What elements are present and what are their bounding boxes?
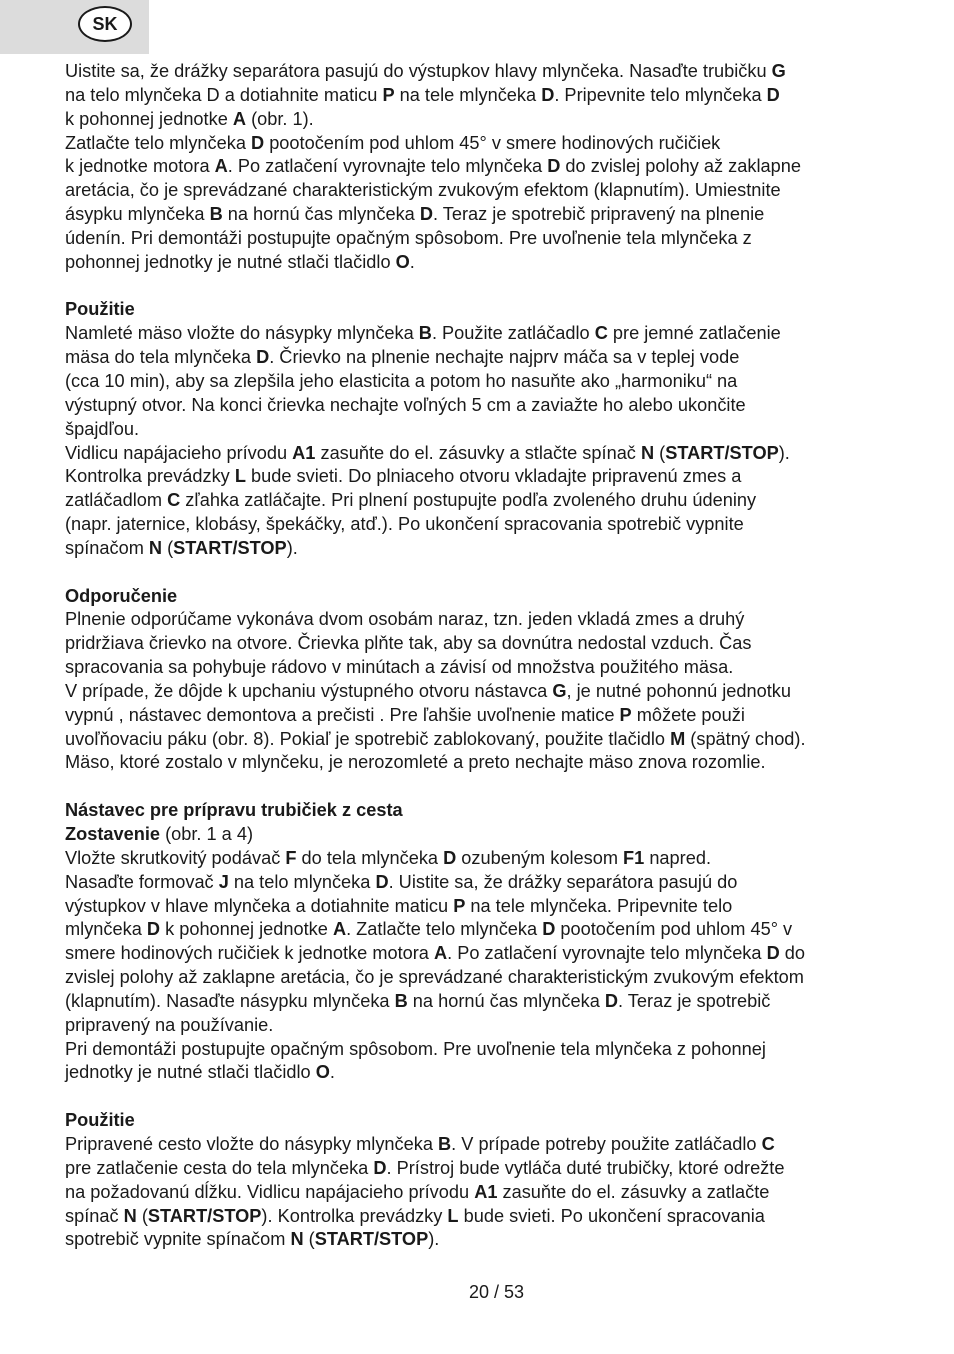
bold-text: D [443,847,457,868]
text-run: mlynčeka [65,919,147,940]
text-run: . Po zatlačení vyrovnajte telo mlynčeka [227,156,548,177]
text-run: pre zatlačenie cesta do tela mlynčeka [65,1157,374,1178]
text-run: mäsa do tela mlynčeka [65,347,257,368]
bold-text: START/STOP [173,537,287,558]
text-run: na tele mlynčeka. Pripevnite telo [465,895,733,916]
section-heading: Nástavec pre prípravu trubičiek z cesta [65,800,403,821]
text-run: Plnenie odporúčame vykonáva dvom osobám naraz, tzn. jeden vkladá zmes a druhý [65,609,745,630]
text-run: . V prípade potreby použite zatláčadlo [451,1133,762,1154]
text-run: na hornú čas mlynčeka [407,990,605,1011]
bold-text: D [373,1157,387,1178]
text-run: , je nutné pohonnú jednotku [566,680,792,701]
section-heading: Použitie [65,1110,135,1131]
bold-text: B [209,204,223,225]
text-run: ). [428,1229,440,1250]
bold-text: J [218,871,229,892]
text-run: Nasaďte formovač [65,871,219,892]
text-run: bude svieti. Po ukončení spracovania [458,1205,765,1226]
text-run: pootočením pod uhlom 45° v smere hodinových ručičiek [264,132,721,153]
bold-text: D [256,347,270,368]
bold-text: A [433,943,448,964]
text-run: údenín. Pri demontáži postupujte opačným spôsobom. Pre uvoľnenie tela mlynčeka z [65,227,752,248]
text-run: ( [654,442,666,463]
bold-text: D [375,871,389,892]
bold-text: D [766,84,780,105]
text-run: . Črievko na plnenie nechajte najprv máča sa v teplej vode [269,347,740,368]
bold-text: A [332,919,347,940]
paragraph [65,823,910,847]
bold-text: START/STOP [147,1205,262,1226]
text-run: Pri demontáži postupujte opačným spôsobom. Pre uvoľnenie tela mlynčeka z pohonnej [65,1038,766,1059]
text-run: Zatlačte telo mlynčeka [65,132,251,153]
text-run: Kontrolka prevádzky [65,466,235,487]
paragraph-gap [65,775,910,799]
bold-text: D [251,132,265,153]
bold-text: F1 [623,847,645,868]
text-run: zasuňte do el. zásuvky a zatlačte [497,1181,770,1202]
text-run: špajdľou. [65,418,140,439]
paragraph [65,680,910,775]
text-run: napred. [644,847,712,868]
bold-text: C [167,490,181,511]
text-run: . Teraz je spotrebič [618,990,771,1011]
text-run: k pohonnej jednotke [160,919,333,940]
bold-text: P [453,895,466,916]
bold-text: START/STOP [665,442,779,463]
bold-text: A [232,108,247,129]
text-run: do [779,943,806,964]
bold-text: START/STOP [314,1229,429,1250]
paragraph-gap [65,1085,910,1109]
section-heading: Použitie [65,299,135,320]
text-run: (obr. 1). [246,108,314,129]
text-run: vypnú , nástavec demontova a prečisti . Pre ľahšie uvoľnenie matice [65,704,620,725]
text-run: . Použite zatláčadlo [431,323,595,344]
text-run: ). [286,537,298,558]
text-run: ( [303,1229,315,1250]
language-code: SK [92,13,118,34]
bold-text: L [234,466,246,487]
text-run: ). [778,442,790,463]
text-run: zatláčadlom [65,490,168,511]
text-run: výstupný otvor. Na konci črievka nechajte voľných 5 cm a zaviažte ho alebo ukončite [65,394,746,415]
text-run: ( [162,537,174,558]
bold-text: G [771,61,786,81]
text-run: na telo mlynčeka [228,871,376,892]
bold-text: Zostavenie [65,824,161,844]
bold-text: A1 [292,442,316,463]
bold-text: N [290,1229,304,1250]
text-run: k pohonnej jednotke [65,108,233,129]
paragraph-gap [65,561,910,585]
paragraph-gap [65,275,910,299]
text-run: Mäso, ktoré zostalo v mlynčeku, je nerozomleté a preto nechajte mäso znova rozomlie. [65,752,766,773]
bold-text: D [146,919,161,940]
bold-text: N [148,537,163,558]
manual-text [65,60,910,1252]
text-run: Pripravené cesto vložte do násypky mlynčeka [65,1133,439,1154]
text-run: do zvislej polohy až zaklapne [560,156,801,177]
text-run: zvislej polohy až zaklapne aretácia, čo je sprevádzané charakteristickým zvukovým efektom [65,967,804,988]
language-badge [78,6,132,42]
text-run: bude svieti. Do plniaceho otvoru vkladajte pripravenú zmes a [245,466,742,487]
text-run: spracovania sa pohybuje rádovo v minútach a závisí od množstva použitého mäsa. [65,657,734,678]
bold-text: P [619,704,632,725]
bold-text: F [285,847,297,868]
bold-text: D [541,84,555,105]
paragraph [65,847,910,871]
text-run: pridržiava črievko na otvore. Črievka plňte tak, aby sa dovnútra nedostal vzduch. Čas [65,633,752,654]
text-run: spotrebič vypnite spínačom [65,1229,291,1250]
text-run: na požadovanú dĺžku. Vidlicu napájacieho prívodu [65,1181,475,1202]
bold-text: C [761,1133,775,1154]
text-run: spínačom [65,537,149,558]
bold-text: N [123,1205,137,1226]
bold-text: D [547,156,561,177]
text-run: Uistite sa, že drážky separátora pasujú do výstupkov hlavy mlynčeka. Nasaďte trubičku [65,61,772,81]
paragraph [65,322,910,441]
bold-text: B [418,323,432,344]
paragraph [65,442,910,561]
text-run: . Prístroj bude vytláča duté trubičky, ktoré odrežte [386,1157,785,1178]
text-run: pootočením pod uhlom 45° v [555,919,793,940]
bold-text: M [670,728,686,749]
text-run: V prípade, že dôjde k upchaniu výstupného otvoru nástavca [65,680,553,701]
bold-text: O [315,1062,330,1083]
text-run: (napr. jaternice, klobásy, špekáčky, atď.). Po ukončení spracovania spotrebič vypnite [65,514,744,535]
text-run: smere hodinových ručičiek k jednotke motora [65,943,434,964]
text-run: . Uistite sa, že drážky separátora pasujú do [388,871,738,892]
bold-text: L [447,1205,459,1226]
text-run: . Zatlačte telo mlynčeka [346,919,543,940]
bold-text: A1 [474,1181,498,1202]
text-run: Namleté mäso vložte do násypky mlynčeka [65,323,419,344]
bold-text: D [604,990,619,1011]
text-run: ). Kontrolka prevádzky [261,1205,448,1226]
text-run: (obr. 1 a 4) [160,824,254,844]
text-run: na tele mlynčeka [394,84,542,105]
bold-text: B [394,990,408,1011]
text-run: môžete použi [631,704,745,725]
paragraph [65,1038,910,1086]
paragraph [65,871,910,1038]
bold-text: O [395,251,410,272]
text-run: výstupkov v hlave mlynčeka a dotiahnite maticu [65,895,454,916]
text-run: Vidlicu napájacieho prívodu [65,442,293,463]
text-run: jednotky je nutné stlači tlačidlo [65,1062,316,1083]
language-tab [0,0,149,54]
text-run: uvoľňovaciu páku (obr. 8). Pokiaľ je spotrebič zablokovaný, použite tlačidlo [65,728,671,749]
text-run: spínač [65,1205,124,1226]
text-run: . Pripevnite telo mlynčeka [554,84,767,105]
bold-text: B [438,1133,452,1154]
text-run: . [329,1062,335,1083]
paragraph [65,608,910,680]
text-run: pohonnej jednotky je nutné stlači tlačidlo [65,251,396,272]
bold-text: D [419,204,433,225]
text-run: na hornú čas mlynčeka [222,204,420,225]
text-run: ásypku mlynčeka [65,204,210,225]
text-run: k jednotke motora [65,156,215,177]
paragraph [65,1133,910,1252]
text-run: do tela mlynčeka [296,847,444,868]
text-run: pripravený na používanie. [65,1014,274,1035]
text-run: zľahka zatláčajte. Pri plnení postupujte podľa zvoleného druhu údeniny [180,490,757,511]
text-run: . Po zatlačení vyrovnajte telo mlynčeka [447,943,767,964]
bold-text: A [214,156,228,177]
bold-text: D [542,919,556,940]
text-run: (cca 10 min), aby sa zlepšila jeho elasticita a potom ho nasuňte ako „harmoniku“ na [65,370,738,391]
text-run: aretácia, čo je sprevádzané charakteristickým zvukovým efektom (klapnutím). Umiestnite [65,180,781,201]
bold-text: D [766,943,780,964]
text-run: (klapnutím). Nasaďte násypku mlynčeka [65,990,395,1011]
paragraph [65,60,910,132]
text-run: Vložte skrutkovitý podávač [65,847,286,868]
text-run: pre jemné zatlačenie [607,323,781,344]
text-run: . Teraz je spotrebič pripravený na plnenie [432,204,765,225]
text-run: zasuňte do el. zásuvky a stlačte spínač [315,442,641,463]
text-run: (spätný chod). [685,728,806,749]
paragraph [65,132,910,275]
text-run: na telo mlynčeka D a dotiahnite maticu [65,84,383,105]
bold-text: G [552,680,567,701]
bold-text: P [382,84,395,105]
section-heading: Odporučenie [65,585,178,606]
page-number: 20 / 53 [468,1282,525,1302]
text-run: ozubeným kolesom [456,847,624,868]
text-run: ( [136,1205,148,1226]
bold-text: N [640,442,655,463]
bold-text: C [594,323,608,344]
text-run: . [409,251,415,272]
